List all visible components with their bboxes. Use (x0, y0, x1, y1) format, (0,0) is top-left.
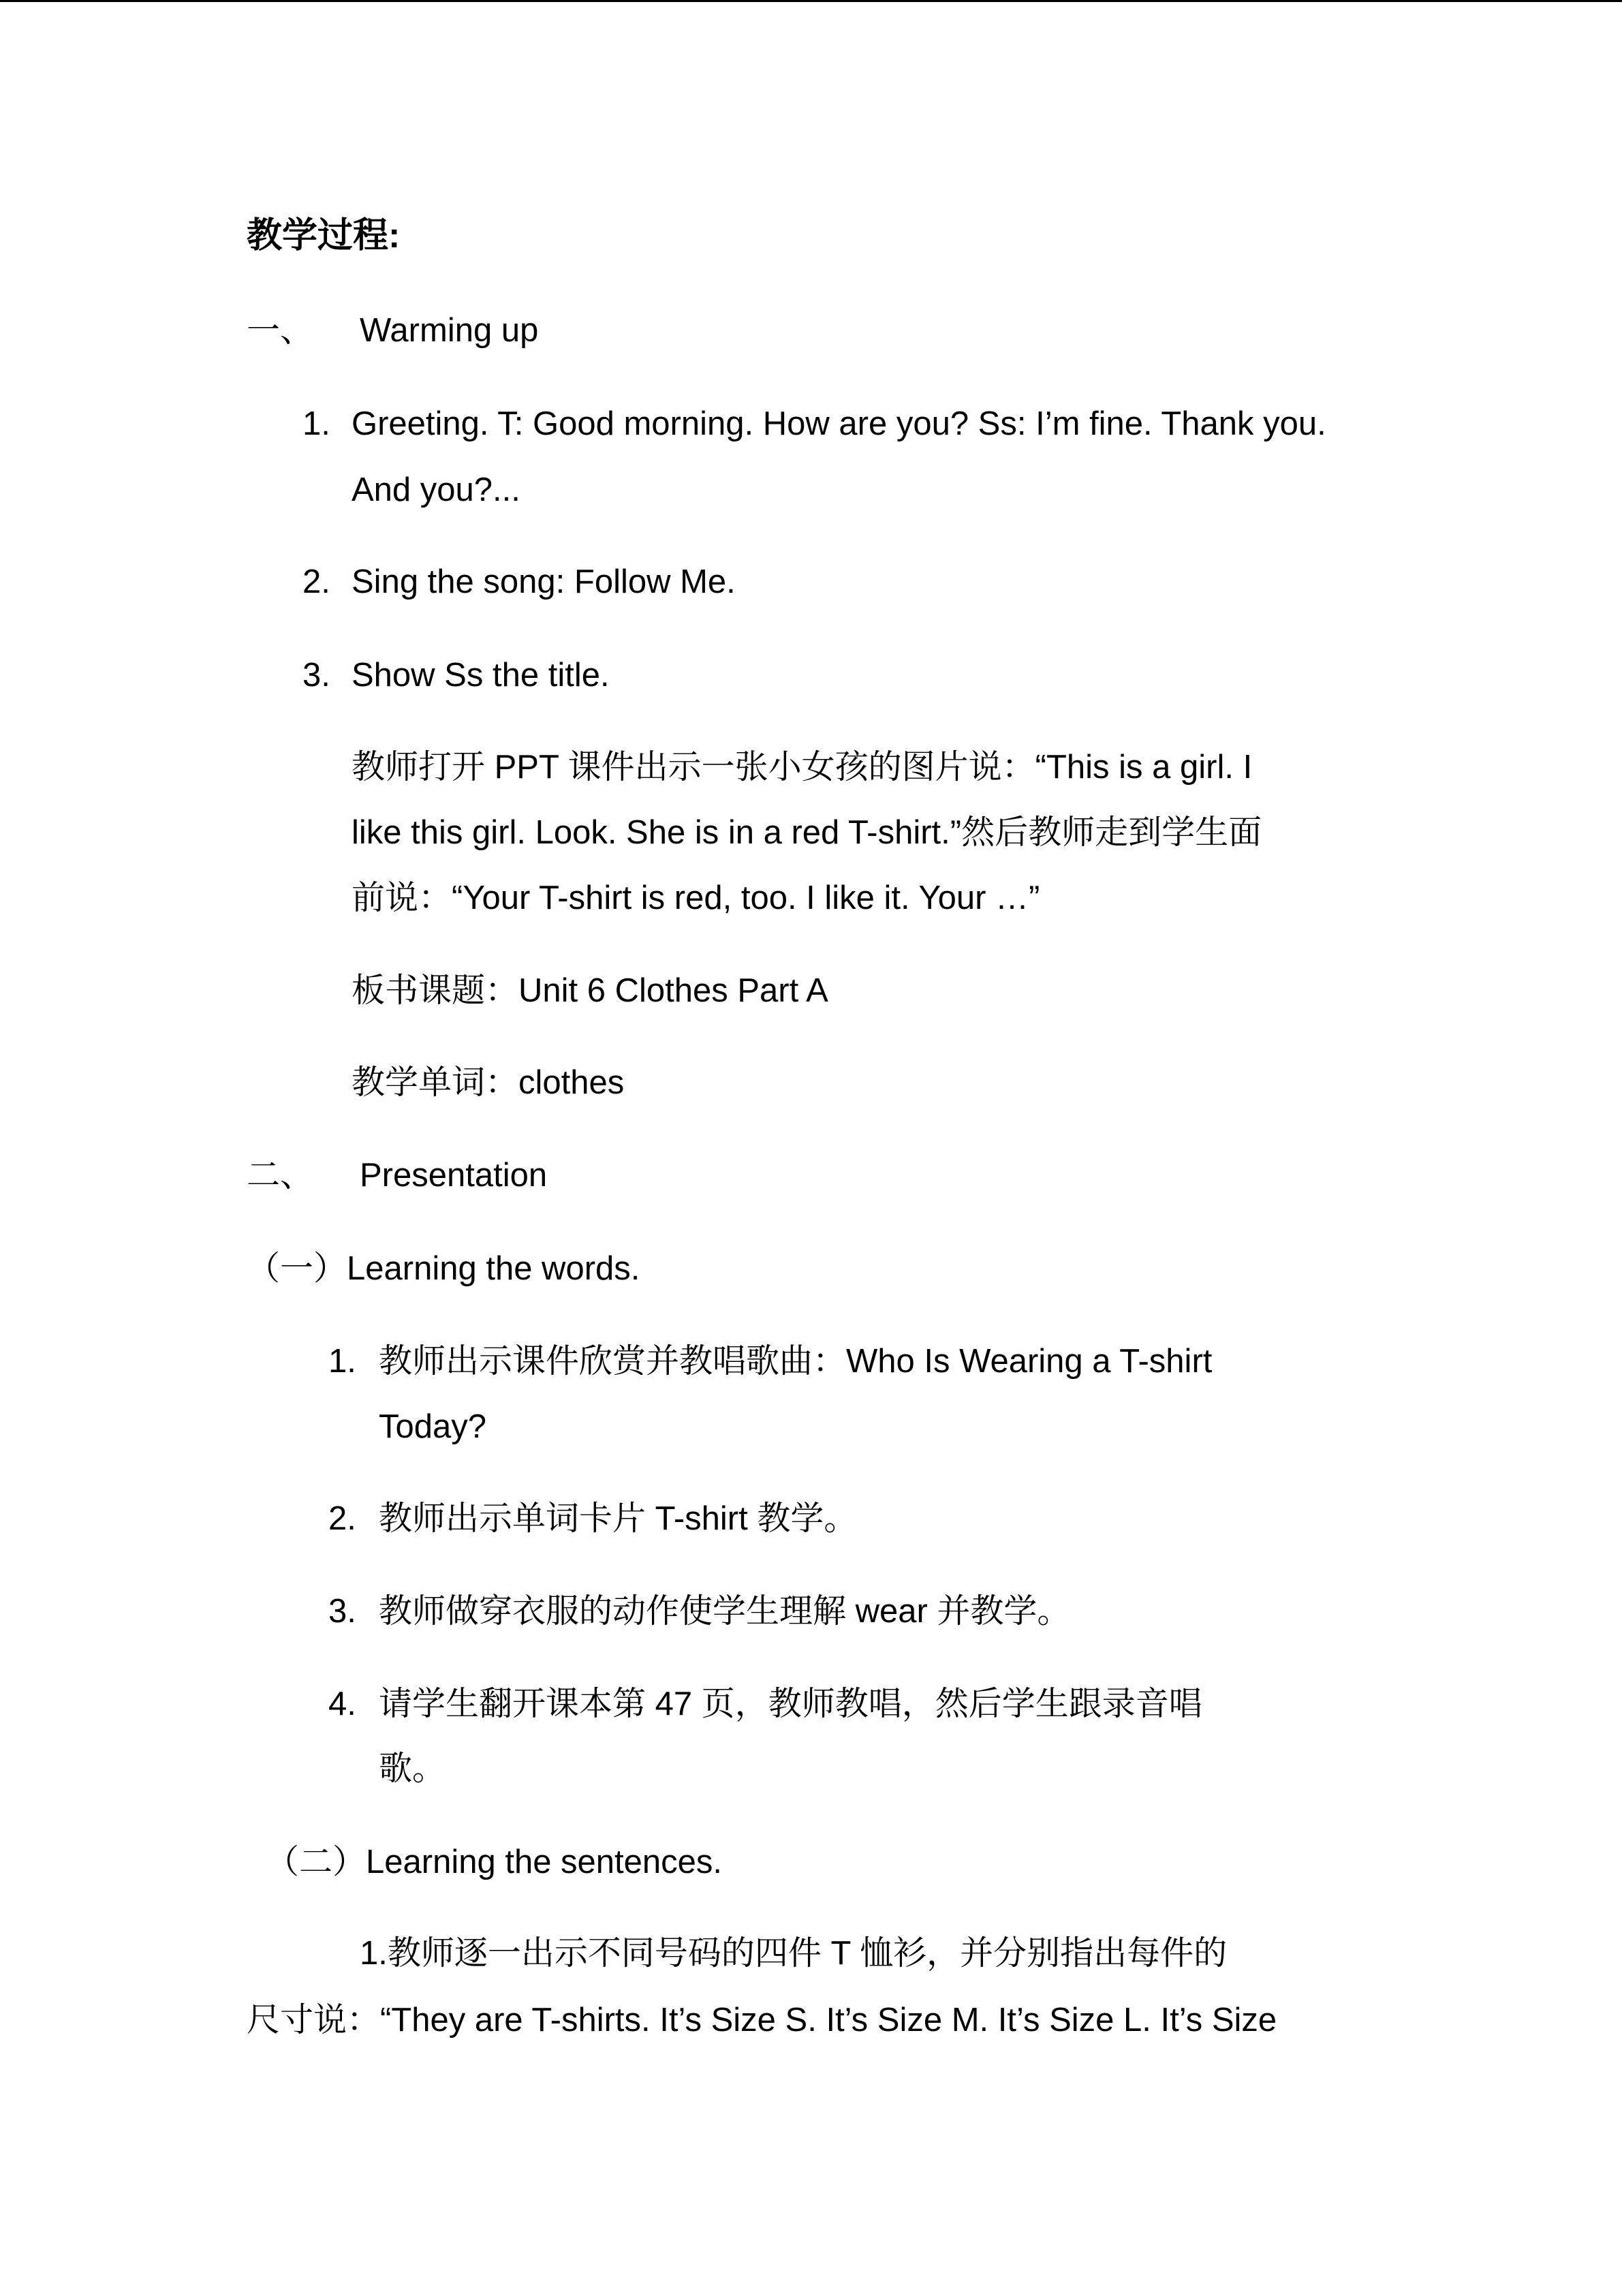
subsection-2-heading: （二）Learning the sentences. (266, 1844, 723, 1880)
list-item-number: 2. (302, 563, 330, 600)
subsection-1-heading: （一）Learning the words. (247, 1250, 640, 1287)
list-item-number: 4. (328, 1686, 356, 1722)
paragraph-line: 尺寸说：“They are T-shirts. It’s Size S. It’s Size M. It’s Size L. It’s Size (247, 2002, 1277, 2038)
page-title: 教学过程: (247, 216, 401, 255)
list-item-text-continued: Today? (379, 1408, 487, 1445)
list-item-text: 教师做穿衣服的动作使学生理解 wear 并教学。 (379, 1593, 1071, 1630)
list-item-number: 1. (328, 1343, 356, 1380)
paragraph-line: 1.教师逐一出示不同号码的四件 T 恤衫，并分别指出每件的 (360, 1935, 1228, 1972)
section-2-heading: Presentation (360, 1157, 548, 1194)
list-item-number: 2. (328, 1500, 356, 1537)
list-item-text: 请学生翻开课本第 47 页，教师教唱，然后学生跟录音唱 (379, 1686, 1202, 1722)
teaching-word: 教学单词：clothes (352, 1064, 625, 1101)
document-page (0, 2, 1622, 2296)
paragraph-line: like this girl. Look. She is in a red T-shirt.”然后教师走到学生面 (352, 814, 1262, 851)
board-topic: 板书课题：Unit 6 Clothes Part A (352, 972, 828, 1009)
section-2-marker: 二、 (247, 1157, 314, 1194)
list-item-text-continued: 歌。 (379, 1750, 446, 1787)
list-item-text-continued: And you?... (352, 471, 520, 508)
section-1-heading: Warming up (360, 312, 539, 349)
list-item-number: 1. (302, 405, 330, 442)
list-item-number: 3. (302, 657, 330, 694)
list-item-number: 3. (328, 1593, 356, 1630)
list-item-text: Sing the song: Follow Me. (352, 563, 736, 600)
section-1-marker: 一、 (247, 312, 314, 349)
list-item-text: 教师出示单词卡片 T-shirt 教学。 (379, 1500, 858, 1537)
list-item-text: Greeting. T: Good morning. How are you? Ss: I’m fine. Thank you. (352, 405, 1326, 442)
paragraph-line: 前说：“Your T-shirt is red, too. I like it. Your …” (352, 880, 1040, 916)
list-item-text: Show Ss the title. (352, 657, 610, 694)
list-item-text: 教师出示课件欣赏并教唱歌曲：Who Is Wearing a T-shirt (379, 1343, 1213, 1380)
paragraph-line: 教师打开 PPT 课件出示一张小女孩的图片说：“This is a girl. I (352, 749, 1253, 786)
